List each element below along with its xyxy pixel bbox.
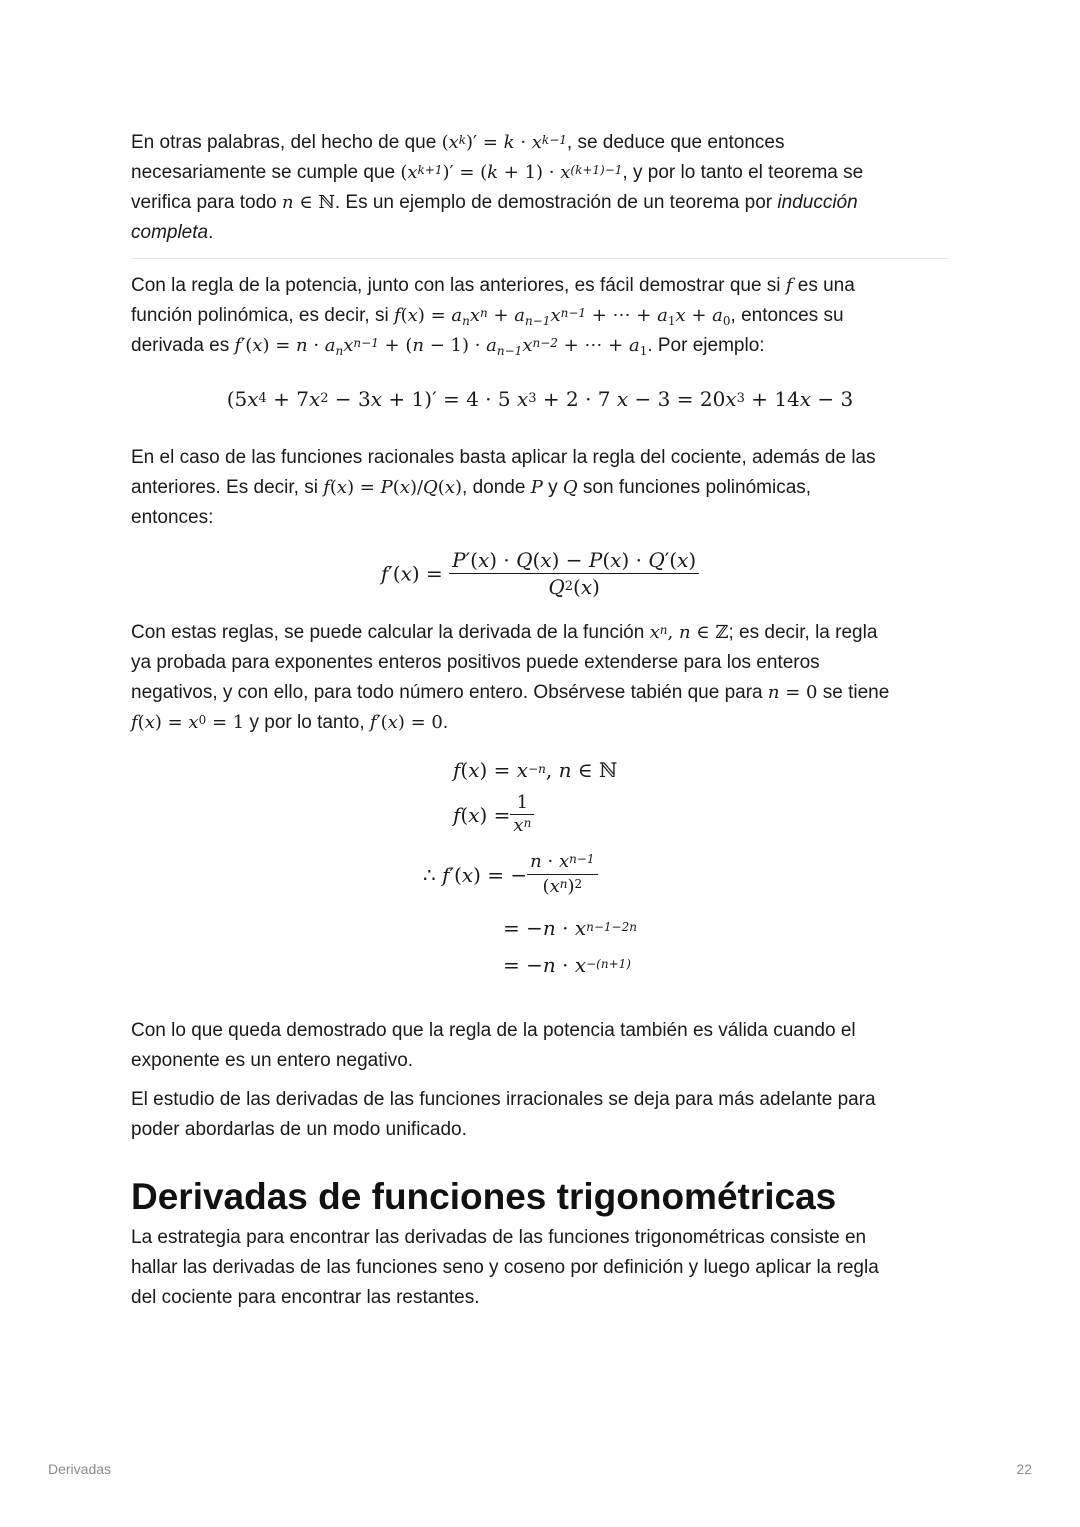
- text: , entonces su: [730, 305, 844, 326]
- text: En el caso de las funciones racionales basta aplicar la regla del cociente, además de las: [131, 447, 876, 468]
- equation-negative-power-derivation: $f(x) = x^{-n}$, n ∈ ℕ f(x) = $\frac{1}{x^n}$ ∴ f′(x) = − $\frac{n \cdot x^{n-1}}{(x^n)^2}$ = $-n \cdot x^{n-1-2n}$ = $-n \cdot x^{-(n+1)}$: [423, 758, 637, 977]
- math-inline: $(x^k)' = k \cdot x^{k-1}$: [441, 132, 567, 153]
- text: y: [542, 477, 563, 498]
- footer-document-title: Derivadas: [48, 1461, 112, 1477]
- text: En otras palabras, del hecho de que: [131, 132, 442, 153]
- emphasis: completa: [131, 222, 209, 243]
- text: hallar las derivadas de las funciones seno y coseno por definición y luego aplicar la regla: [131, 1257, 879, 1278]
- paragraph-irrational: [131, 1085, 949, 1145]
- text: función polinómica, es decir, si: [131, 305, 394, 326]
- math-inline: $f(x) = a_nx^n + a_{n-1}x^{n-1}$ + ⋯ + $a_1x + a_0$: [393, 305, 731, 328]
- footer-page-number: 22: [1016, 1461, 1032, 1477]
- text: .: [442, 712, 449, 733]
- text: , y por lo tanto el teorema se: [622, 162, 864, 183]
- text: . Por ejemplo:: [647, 335, 765, 356]
- fraction: $\frac{P'(x) \cdot Q(x) - P(x) \cdot Q'(x)}{Q^2(x)}$: [449, 547, 699, 600]
- paragraph-negative-exponents: [131, 618, 949, 738]
- text: se tiene: [817, 682, 890, 703]
- text: ya probada para exponentes enteros positivos puede extenderse para los enteros: [131, 652, 820, 673]
- page-content: [131, 128, 949, 1313]
- math-inline: $(x^{k+1})' = (k + 1) \cdot x^{(k+1)-1}$: [400, 162, 623, 183]
- equation-quotient-rule: f′(x) = $\frac{P'(x) \cdot Q(x) - P(x) \cdot Q'(x)}{Q^2(x)}$: [131, 547, 949, 600]
- math-inline: f′(x) = 0: [369, 712, 443, 733]
- text: anteriores. Es decir, si: [131, 477, 324, 498]
- text: . Es un ejemplo de demostración de un teorema por: [334, 192, 778, 213]
- text: Con la regla de la potencia, junto con las anteriores, es fácil demostrar que si: [131, 275, 786, 296]
- text: negativos, y con ello, para todo número entero. Obsérvese tabién que para: [131, 682, 768, 703]
- divider: [131, 258, 949, 259]
- math-inline: f(x) = P(x)/Q(x): [323, 477, 463, 498]
- equation-polynomial-example: $(5x^4 + 7x^2 - 3x + 1)' = 4 \cdot 5$ $x^3 + 2 \cdot 7$ $x - 3 = 20x^3 + 14x - 3$: [226, 387, 854, 411]
- math-inline: $f(x) = x^0 = 1$: [131, 712, 245, 733]
- text: entonces:: [131, 507, 214, 528]
- math-inline: n ∈ ℕ: [282, 192, 335, 213]
- text: necesariamente se cumple que: [131, 162, 401, 183]
- text: derivada es: [131, 335, 235, 356]
- math-inline: $x^n$, n ∈ ℤ: [649, 622, 729, 643]
- text: ; es decir, la regla: [728, 622, 878, 643]
- paragraph-polynomial: [131, 271, 949, 361]
- text: son funciones polinómicas,: [577, 477, 812, 498]
- text: verifica para todo: [131, 192, 283, 213]
- emphasis: inducción: [777, 192, 858, 213]
- math-inline: Q: [562, 477, 578, 498]
- text: , donde: [462, 477, 531, 498]
- text: es una: [792, 275, 855, 296]
- math-inline: P: [530, 477, 543, 498]
- text: del cociente para encontrar las restantes.: [131, 1287, 480, 1308]
- text: exponente es un entero negativo.: [131, 1050, 414, 1071]
- text: Con lo que queda demostrado que la regla de la potencia también es válida cuando el: [131, 1020, 856, 1041]
- math-inline: $f'(x) = n \cdot a_nx^{n-1} + (n - 1) \cdot a_{n-1}x^{n-2}$ + ⋯ + $a_1$: [234, 335, 648, 358]
- section-heading: Derivadas de funciones trigonométricas: [131, 1176, 837, 1217]
- text: Con estas reglas, se puede calcular la derivada de la función: [131, 622, 650, 643]
- text: .: [208, 222, 214, 243]
- text: , se deduce que entonces: [566, 132, 785, 153]
- text: poder abordarlas de un modo unificado.: [131, 1119, 467, 1140]
- math-inline: n = 0: [767, 682, 818, 703]
- math-inline: f: [785, 275, 793, 296]
- paragraph-conclusion: [131, 1016, 949, 1076]
- text: La estrategia para encontrar las derivadas de las funciones trigonométricas consiste en: [131, 1227, 867, 1248]
- text: El estudio de las derivadas de las funciones irracionales se deja para más adelante para: [131, 1089, 876, 1110]
- paragraph-rational: [131, 443, 949, 533]
- paragraph-trig-strategy: [131, 1223, 949, 1313]
- text: y por lo tanto,: [244, 712, 370, 733]
- paragraph-induction: [131, 128, 949, 248]
